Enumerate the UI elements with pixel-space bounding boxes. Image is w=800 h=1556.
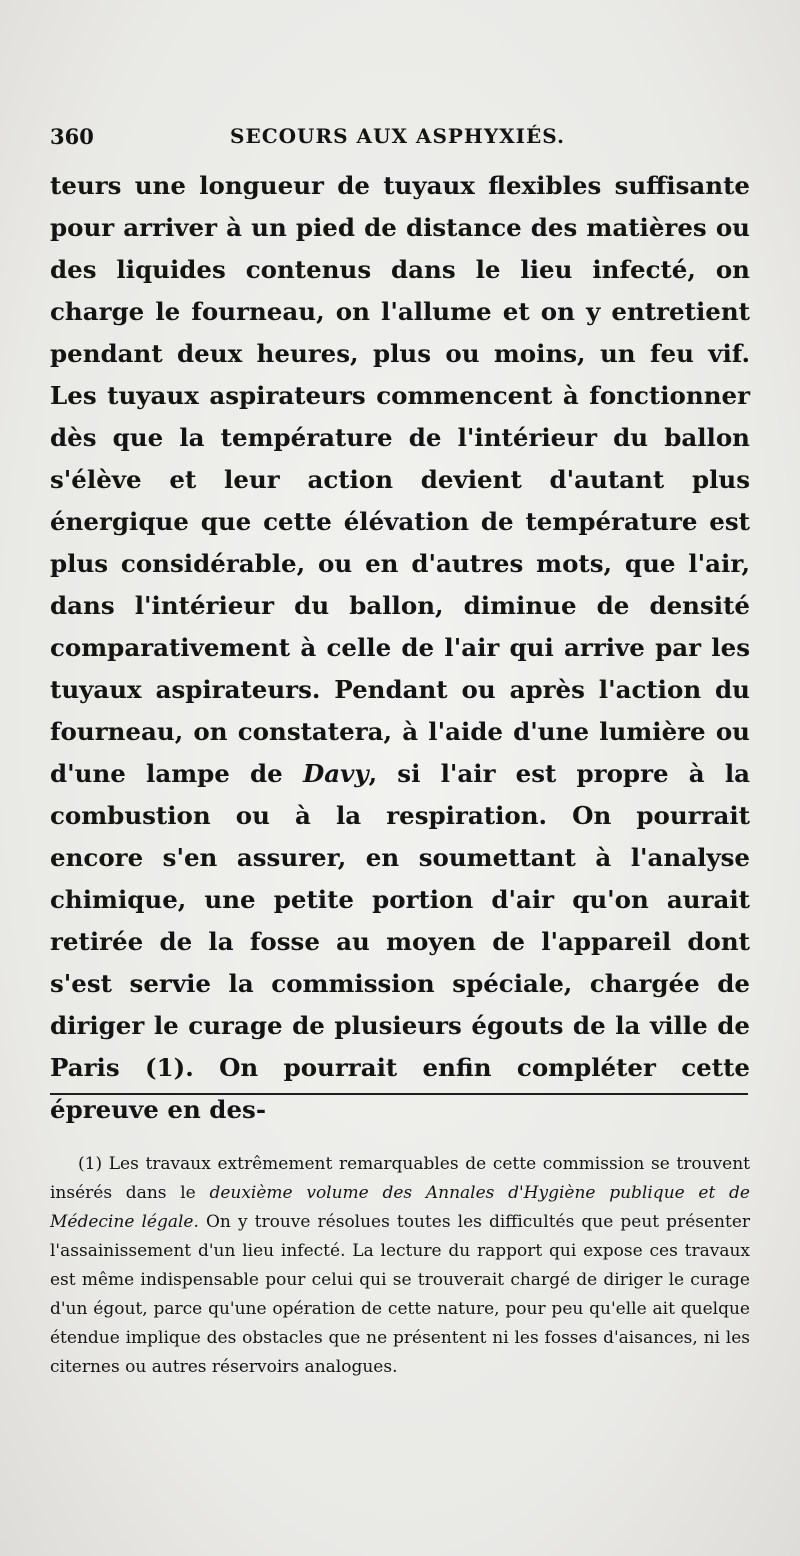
main-text-part-1: teurs une longueur de tuyaux flexibles suffisante pour arriver à un pied de distance des matières ou des liquides contenus dans le lieu infecté, on charge le fourneau, on l'allume et on y entretient pendant deux heures, plus ou moins, un feu vif. Les tuyaux aspirateurs commencent à fonctionner dès que la température de l'intérieur du ballon s'élève et leur action devient d'autant plus énergique que cette élévation de température est plus considérable, ou en d'autres mots, que l'air, dans l'intérieur du ballon, diminue de densité comparativement à celle de l'air qui arrive par les tuyaux aspirateurs. Pendant ou après l'action du fourneau, on constatera, à l'aide d'une lumière ou d'une lampe de <box>50 171 750 788</box>
footnote-part-1: (1) Les travaux extrêmement remarquables de cette commission se trouvent insérés dans le <box>50 1154 750 1203</box>
running-title: SECOURS AUX ASPHYXIÉS. <box>230 124 565 148</box>
page-number: 360 <box>50 124 94 149</box>
footnote <box>50 1150 750 1382</box>
footnote-separator-rule <box>50 1093 748 1095</box>
footnote-italic-title: deuxième volume des Annales d'Hygiène publique et de Médecine légale. <box>50 1183 750 1232</box>
main-text-italic-name: Davy <box>302 759 369 788</box>
main-text-part-2: , si l'air est propre à la combustion ou à la respiration. On pourrait encore s'en assurer, en soumettant à l'analyse chimique, une petite portion d'air qu'on aurait retirée de la fosse au moyen de l'appareil dont s'est servie la commission spéciale, chargée de diriger le curage de plusieurs égouts de la ville de Paris (1). On pourrait enfin compléter cette épreuve en des- <box>50 759 750 1124</box>
footnote-part-2: On y trouve résolues toutes les difficultés que peut présenter l'assainissement d'un lieu infecté. La lecture du rapport qui expose ces travaux est même indispensable pour celui qui se trouverait chargé de diriger le curage d'un égout, parce qu'une opération de cette nature, pour peu qu'elle ait quelque étendue implique des obstacles que ne présentent ni les fosses d'aisances, ni les citernes ou autres réservoirs analogues. <box>50 1212 751 1377</box>
main-paragraph <box>50 165 750 1131</box>
running-head <box>50 124 750 156</box>
